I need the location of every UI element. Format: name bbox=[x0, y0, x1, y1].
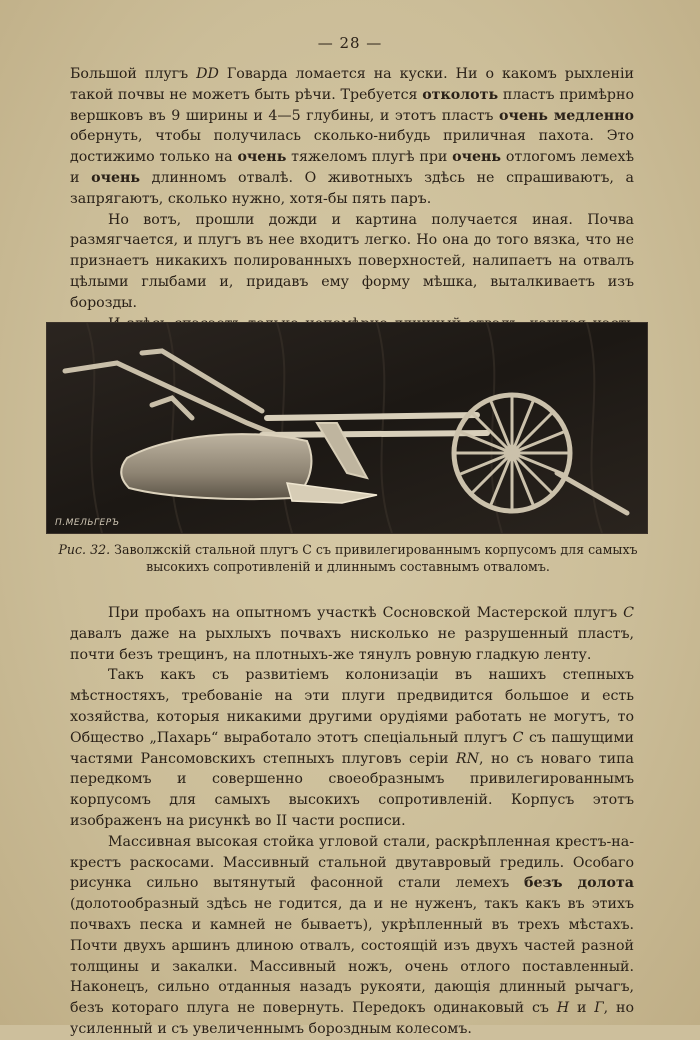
text-run: отколоть bbox=[422, 86, 499, 103]
text-block-bottom bbox=[70, 603, 634, 1040]
plow-illustration bbox=[47, 323, 647, 533]
text-run: отлогомъ лемехѣ и bbox=[70, 149, 635, 186]
text-run: DD bbox=[196, 66, 219, 82]
text-run: Массивная высокая стойка угловой стали, раскрѣпленная крестъ-на-крестъ раскосами. Массивный стальной двутавровый гредиль. Особаго рисунка сильно вытянутый фасонной стали лемехъ bbox=[70, 833, 634, 892]
text-run: Большой плугъ bbox=[70, 66, 197, 82]
text-run: Но вотъ, прошли дожди и картина получается иная. Почва размягчается, и плугъ въ нее входитъ легко. Но она до того вязка, что не признаетъ никакихъ полированныхъ поверхностей, налипаетъ на отвалъ цѣлыми глыбами и, придавъ ему форму мѣшка, выталкиваетъ изъ борозды. bbox=[70, 211, 634, 311]
plow-engraving bbox=[47, 323, 647, 533]
text-run: обернуть, чтобы получилась сколько-нибудь приличная пахота. Это достижимо только на bbox=[70, 128, 634, 166]
figure-caption-number: Рис. 32. bbox=[58, 542, 111, 557]
text-run: съ пашущими частями Рансомовскихъ степныхъ плуговъ серіи bbox=[70, 729, 634, 767]
text-run: (долотообразный здѣсь не годится, да и не нуженъ, такъ какъ въ этихъ почвахъ песка и камней не бываетъ), укрѣпленный въ трехъ мѣстахъ. Почти двухъ аршинъ длиною отвалъ, состоящій изъ двухъ частей разной толщины и закалки. Массивный ножъ, очень отлого поставленный. Наконецъ, сильно отданныя назадъ рукояти, дающія длинный рычагъ, безъ котораго плуга не повернуть. Передокъ одинаковый съ bbox=[70, 896, 634, 1017]
engraver-signature: П.МЕЛЬГЕРЪ bbox=[55, 518, 120, 528]
text-run: и bbox=[569, 1000, 595, 1017]
text-run: Говарда ломается на куски. Ни о какомъ рыхленіи такой почвы не можетъ быть рѣчи. Требуется bbox=[70, 66, 635, 103]
text-run: Такъ какъ съ развитіемъ колонизаціи въ нашихъ степныхъ мѣстностяхъ, требованіе на эти плуги предвидится большое и есть хозяйства, которыя никакими другими орудіями работать не могутъ, то Общество „Пахарь“ выработало этотъ спеціальный плугъ bbox=[70, 667, 634, 746]
paragraph bbox=[70, 64, 634, 210]
paragraph bbox=[70, 210, 634, 314]
figure-caption bbox=[48, 541, 648, 575]
text-run: длинномъ отвалѣ. О животныхъ здѣсь не спрашиваютъ, а запрягаютъ, сколько нужно, хотя-бы пять паръ. bbox=[70, 169, 634, 207]
text-run: очень медленно bbox=[499, 107, 634, 124]
text-run: очень bbox=[237, 149, 287, 166]
text-run: пластъ примѣрно вершковъ въ 9 ширины и 4—5 глубины, и этотъ пластъ bbox=[70, 86, 634, 124]
paragraph bbox=[70, 832, 634, 1040]
text-run: RN bbox=[455, 750, 479, 767]
text-run: С bbox=[623, 605, 634, 621]
text-run: очень bbox=[91, 169, 141, 186]
paragraph bbox=[70, 603, 634, 665]
figure-caption-text: Заволжскій стальной плугъ С съ привилегированнымъ корпусомъ для самыхъ высокихъ сопротивленій и длиннымъ составнымъ отваломъ. bbox=[110, 542, 638, 574]
paragraph bbox=[70, 665, 634, 831]
text-run: , но усиленный и съ увеличеннымъ бороздным колесомъ. bbox=[70, 1000, 634, 1037]
text-run: , но съ новаго типа передкомъ и совершенно своеобразнымъ привилегированнымъ корпусомъ для самыхъ высокихъ сопротивленій. Корпусъ этотъ изображенъ на рисункѣ во II части росписи. bbox=[70, 750, 634, 829]
text-run: С bbox=[512, 729, 524, 746]
text-run: При пробахъ на опытномъ участкѣ Сосновской Мастерской плугъ bbox=[108, 605, 624, 621]
text-run: очень bbox=[452, 149, 502, 166]
text-run: безъ долота bbox=[524, 875, 634, 892]
text-run: тяжеломъ плугѣ при bbox=[286, 149, 453, 166]
text-run: Н bbox=[556, 1000, 570, 1017]
page-number: — 28 — bbox=[317, 34, 383, 52]
text-run: Г bbox=[594, 1000, 604, 1017]
text-run: давалъ даже на рыхлыхъ почвахъ нисколько не разрушенный пластъ, почти безъ трещинъ, на плотныхъ-же тянулъ ровную гладкую ленту. bbox=[70, 625, 634, 663]
